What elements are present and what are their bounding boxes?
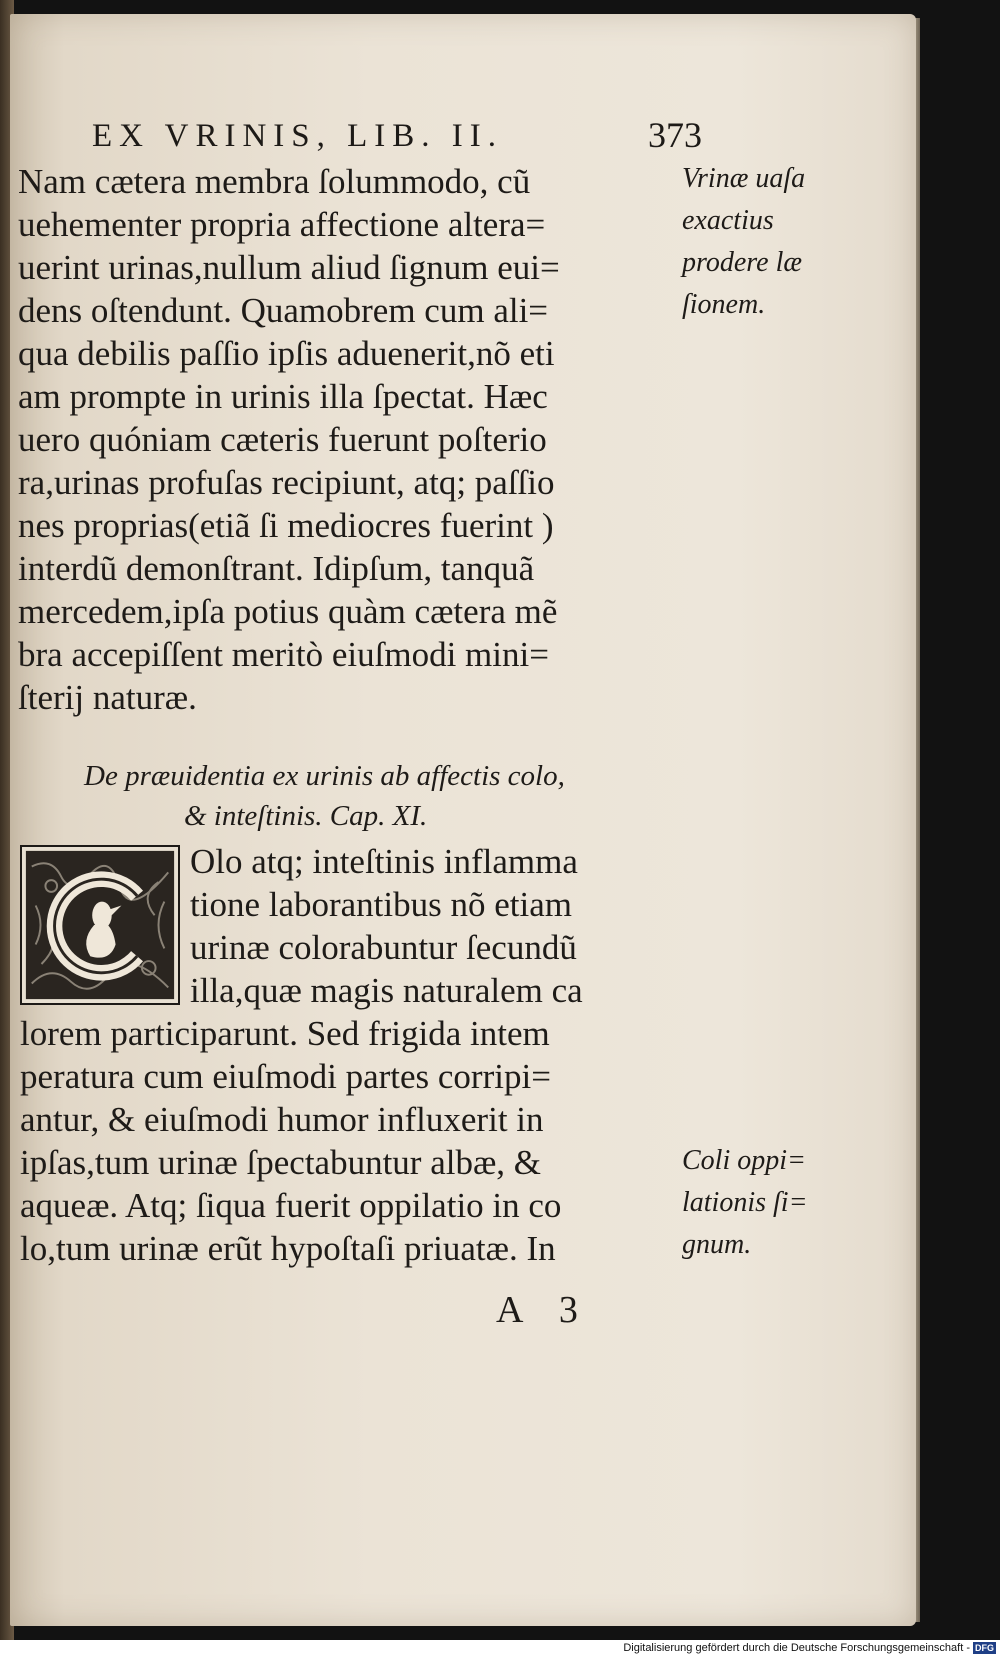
text-line: illa,quæ magis naturalem ca: [190, 971, 583, 1010]
running-head: [92, 115, 772, 162]
text-line: aqueæ. Atq; ſiqua fuerit oppilatio in co: [20, 1186, 562, 1225]
text-line: tione laborantibus nõ etiam: [190, 885, 572, 924]
chapter-heading-line-2: & inteſtinis. Cap. XI.: [184, 800, 428, 832]
text-line: bra accepiſſent meritò eiuſmodi mini=: [18, 635, 549, 674]
marginal-line: ſionem.: [682, 289, 766, 320]
text-line: urinæ colorabuntur ſecundũ: [190, 928, 577, 967]
text-line: uerint urinas,nullum aliud ſignum eui=: [18, 248, 560, 287]
marginal-line: gnum.: [682, 1229, 752, 1260]
body-text-part-2: [190, 840, 670, 1012]
text-line: uero quóniam cæteris fuerunt poſterio: [18, 420, 547, 459]
marginal-note-2: [682, 1140, 862, 1266]
body-text-part-1: [18, 160, 668, 719]
signature-mark: A 3: [496, 1289, 592, 1331]
decorated-initial-art: [22, 847, 178, 1003]
dfg-logo: DFG: [975, 1643, 994, 1653]
text-line: ipſas,tum urinæ ſpectabuntur albæ, &: [20, 1143, 542, 1182]
text-line: ra,urinas profuſas recipiunt, atq; paſſio: [18, 463, 555, 502]
text-line: dens oſtendunt. Quamobrem cum ali=: [18, 291, 549, 330]
marginal-line: Coli oppi=: [682, 1145, 806, 1176]
text-line: ſterij naturæ.: [18, 678, 197, 717]
marginal-note-1: [682, 158, 862, 326]
text-line: Nam cætera membra ſolummodo, cũ: [18, 162, 531, 201]
text-line: uehementer propria affectione altera=: [18, 205, 546, 244]
marginal-line: lationis ſi=: [682, 1187, 808, 1218]
text-line: antur, & eiuſmodi humor influxerit in: [20, 1100, 544, 1139]
text-line: am prompte in urinis illa ſpectat. Hæc: [18, 377, 548, 416]
running-head-title: EX VRINIS, LIB. II.: [92, 118, 504, 154]
text-line: nes proprias(etiã ſi mediocres fuerint ): [18, 506, 554, 545]
footer-credit: Digitalisierung gefördert durch die Deutsche Forschungsgemeinschaft -: [623, 1642, 970, 1654]
text-line: peratura cum eiuſmodi partes corripi=: [20, 1057, 551, 1096]
marginal-line: exactius: [682, 205, 774, 236]
text-line: mercedem,ipſa potius quàm cætera mẽ: [18, 592, 558, 631]
decorated-initial-letter: C: [22, 847, 23, 848]
text-line: qua debilis paſſio ipſis aduenerit,nõ eti: [18, 334, 555, 373]
text-line: Olo atq; inteſtinis inflamma: [190, 842, 578, 881]
text-line: interdũ demonſtrant. Idipſum, tanquã: [18, 549, 535, 588]
text-line: lorem participarunt. Sed frigida intem: [20, 1014, 550, 1053]
footer-bar: [0, 1640, 1000, 1656]
text-line: lo,tum urinæ erũt hypoſtaſi priuatæ. In: [20, 1229, 556, 1268]
chapter-heading: [84, 756, 644, 836]
marginal-line: Vrinæ uaſa: [682, 163, 806, 194]
chapter-heading-line-1: De præuidentia ex urinis ab affectis colo,: [84, 760, 565, 792]
page-number: 373: [648, 115, 702, 155]
body-text-part-3: [20, 1012, 670, 1270]
marginal-line: prodere læ: [682, 247, 803, 278]
decorated-initial: [20, 845, 180, 1005]
